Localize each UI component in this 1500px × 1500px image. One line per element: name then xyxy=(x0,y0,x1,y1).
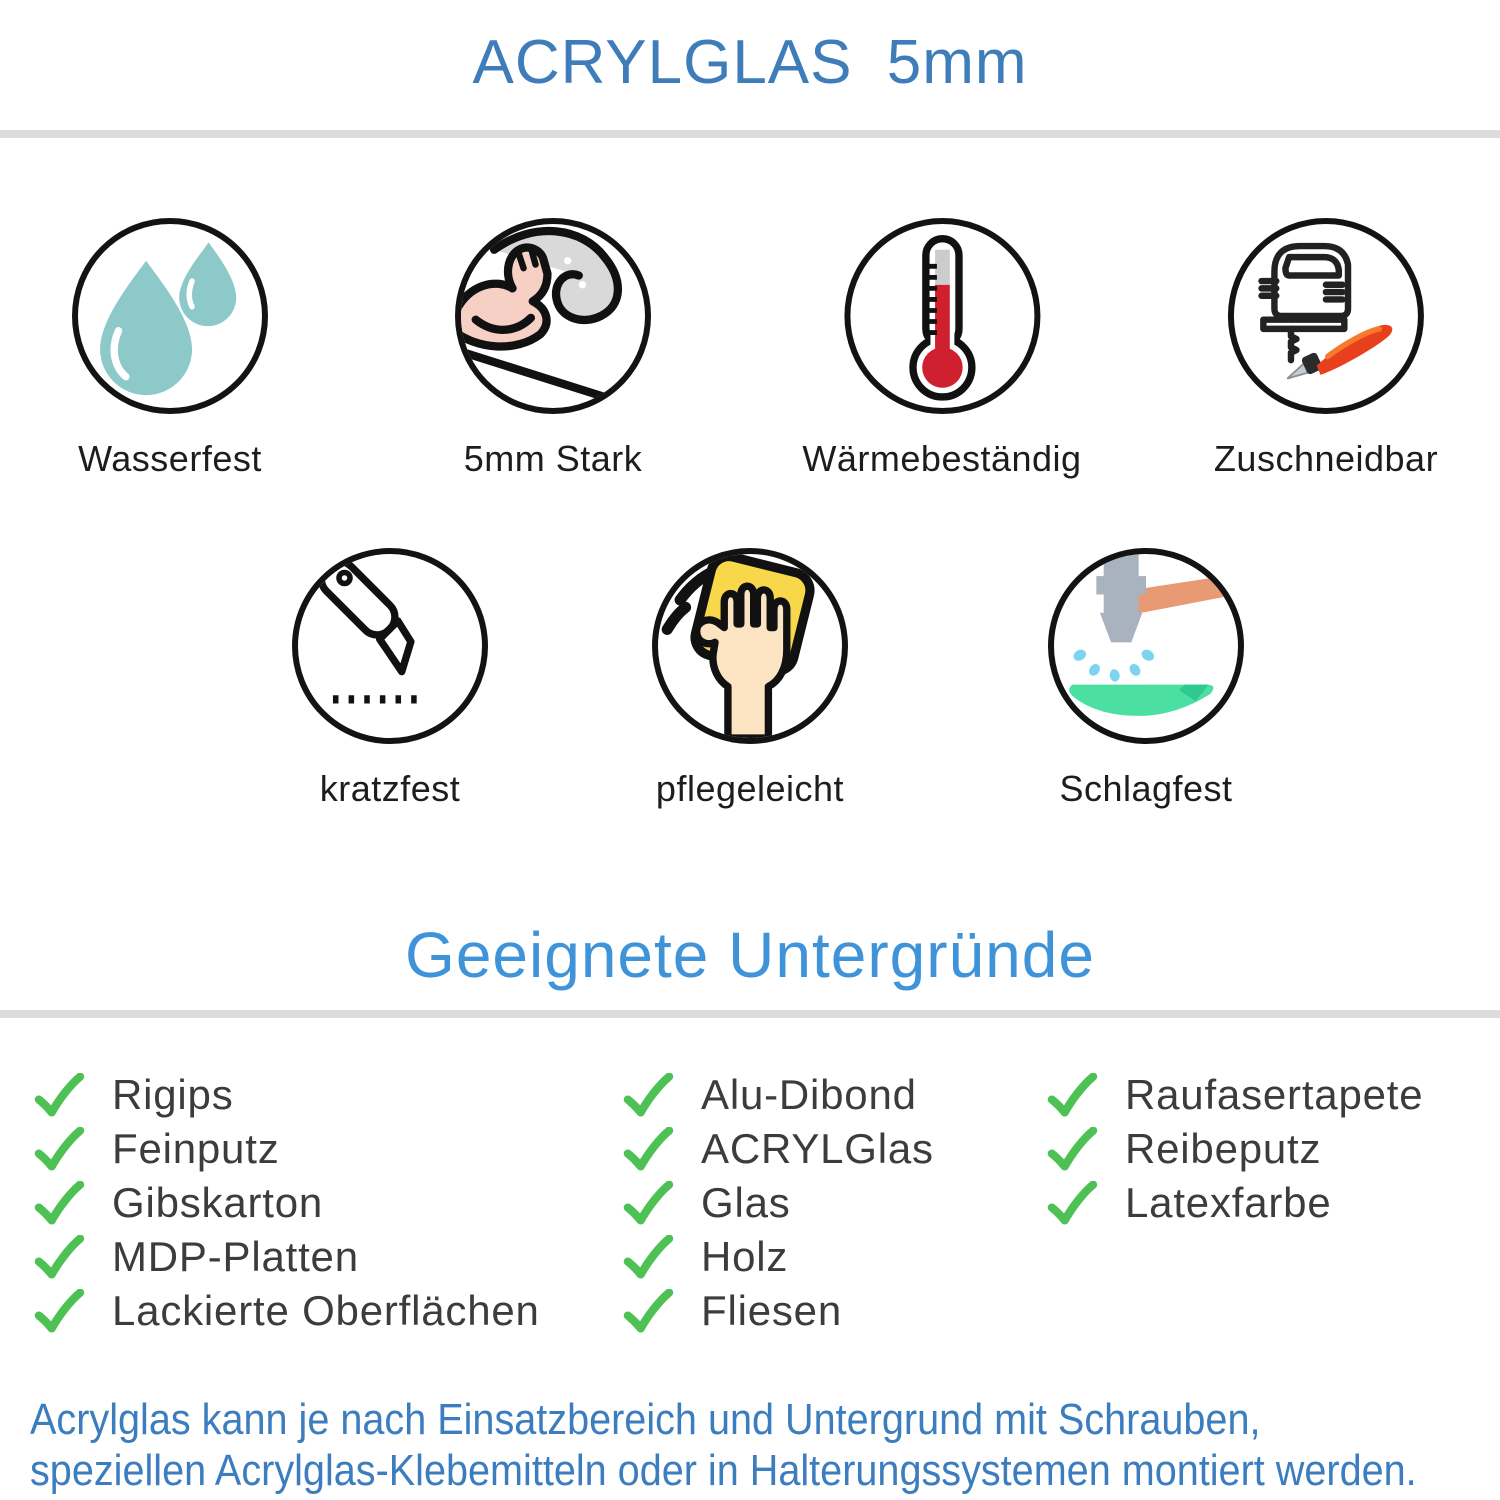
feature-circle xyxy=(292,548,488,744)
feature-5mm-stark xyxy=(455,218,651,480)
check-icon xyxy=(33,1235,85,1279)
surface-label: Lackierte Oberflächen xyxy=(112,1287,540,1334)
feature-waermebestaendig xyxy=(802,218,1081,480)
surface-column-3 xyxy=(1046,1068,1423,1230)
feature-label: Zuschneidbar xyxy=(1213,438,1439,479)
wiping-hand-icon xyxy=(658,554,842,738)
surface-label: Fliesen xyxy=(701,1287,842,1334)
surface-label: Rigips xyxy=(112,1071,234,1118)
surface-item xyxy=(622,1284,934,1338)
utility-knife-icon xyxy=(298,554,482,738)
surface-label: Gibskarton xyxy=(112,1179,324,1226)
surface-label: Latexfarbe xyxy=(1125,1179,1332,1226)
feature-circle xyxy=(652,548,848,744)
feature-circle xyxy=(455,218,651,414)
feature-label: Schlagfest xyxy=(1059,768,1233,809)
feature-circle xyxy=(844,218,1040,414)
feature-label: 5mm Stark xyxy=(463,438,643,479)
water-drops-icon xyxy=(78,224,262,408)
surface-item xyxy=(622,1230,934,1284)
check-icon xyxy=(622,1073,674,1117)
feature-circle xyxy=(1228,218,1424,414)
surface-label: ACRYLGlas xyxy=(701,1125,934,1172)
surface-column-2 xyxy=(622,1068,934,1338)
hammer-icon xyxy=(1054,554,1238,738)
check-icon xyxy=(622,1235,674,1279)
feature-label: Wasserfest xyxy=(78,438,262,479)
footer-note xyxy=(30,1394,1500,1496)
surface-item xyxy=(33,1284,540,1338)
jigsaw-icon xyxy=(1234,224,1418,408)
surface-item xyxy=(33,1122,540,1176)
surface-item xyxy=(622,1068,934,1122)
feature-kratzfest xyxy=(292,548,488,810)
surface-label: Alu-Dibond xyxy=(701,1071,917,1118)
divider-bar-bottom xyxy=(0,1010,1500,1018)
feature-wasserfest xyxy=(72,218,268,480)
surface-item xyxy=(622,1122,934,1176)
surface-item xyxy=(1046,1122,1423,1176)
feature-circle xyxy=(72,218,268,414)
surface-label: Raufasertapete xyxy=(1125,1071,1424,1118)
surface-item xyxy=(622,1176,934,1230)
check-icon xyxy=(33,1289,85,1333)
surface-item xyxy=(1046,1068,1423,1122)
feature-pflegeleicht xyxy=(652,548,848,810)
check-icon xyxy=(622,1181,674,1225)
check-icon xyxy=(1046,1127,1098,1171)
check-icon xyxy=(33,1127,85,1171)
section-title-untergruende: Geeignete Untergründe xyxy=(405,919,1095,991)
page-title: ACRYLGLAS 5mm xyxy=(472,28,1028,97)
surface-label: Holz xyxy=(701,1233,789,1280)
check-icon xyxy=(1046,1073,1098,1117)
thermometer-icon xyxy=(850,224,1034,408)
check-icon xyxy=(33,1073,85,1117)
muscle-arm-icon xyxy=(461,224,645,408)
feature-schlagfest xyxy=(1048,548,1244,810)
divider-bar-top xyxy=(0,130,1500,138)
check-icon xyxy=(33,1181,85,1225)
surface-column-1 xyxy=(33,1068,540,1338)
check-icon xyxy=(1046,1181,1098,1225)
surface-label: Reibeputz xyxy=(1125,1125,1322,1172)
surface-item xyxy=(33,1068,540,1122)
feature-label: Wärmebeständig xyxy=(802,438,1082,479)
feature-zuschneidbar xyxy=(1214,218,1438,480)
footer-line-1: Acrylglas kann je nach Einsatzbereich und Untergrund mit Schrauben, xyxy=(30,1395,1261,1444)
feature-circle xyxy=(1048,548,1244,744)
surface-item xyxy=(1046,1176,1423,1230)
feature-label: kratzfest xyxy=(319,768,461,809)
feature-label: pflegeleicht xyxy=(655,768,845,809)
surface-item xyxy=(33,1230,540,1284)
check-icon xyxy=(622,1289,674,1333)
surface-label: Feinputz xyxy=(112,1125,280,1172)
surface-item xyxy=(33,1176,540,1230)
check-icon xyxy=(622,1127,674,1171)
footer-line-2: speziellen Acrylglas-Klebemitteln oder in Halterungssystemen montiert werden. xyxy=(30,1446,1417,1495)
surface-label: MDP-Platten xyxy=(112,1233,359,1280)
surface-label: Glas xyxy=(701,1179,791,1226)
